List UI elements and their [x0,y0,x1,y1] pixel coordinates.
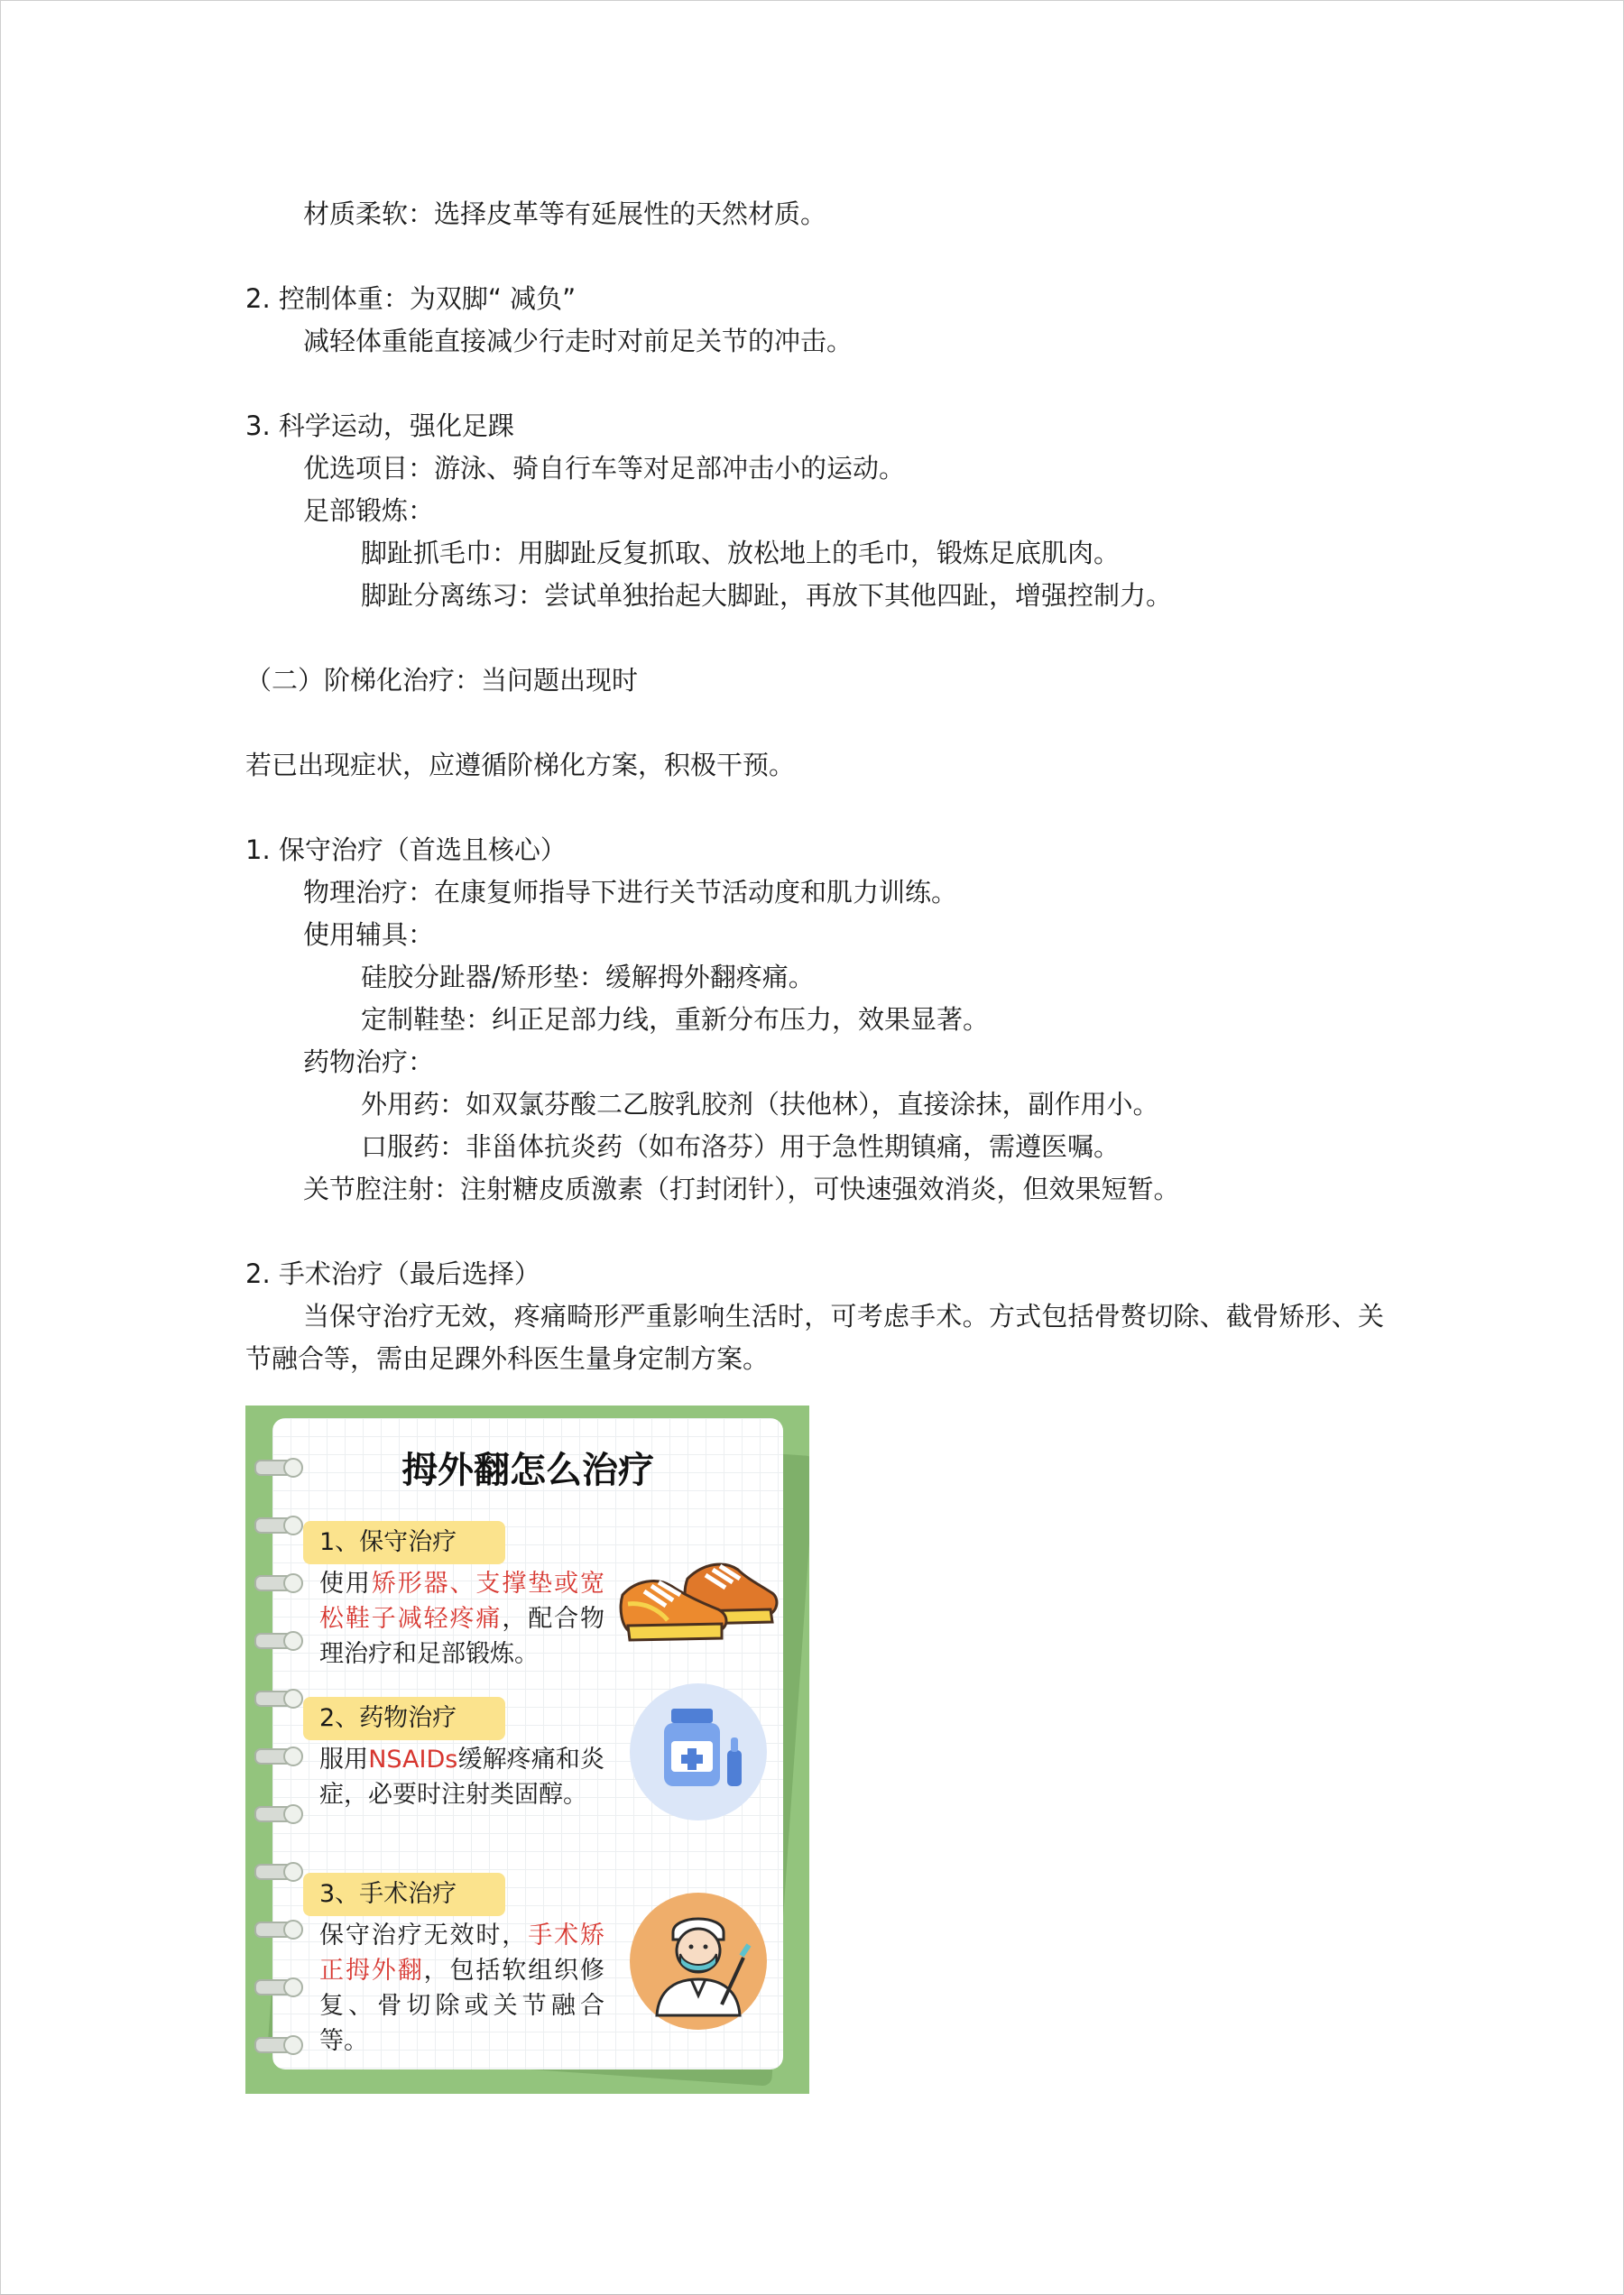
binder-ring [254,2037,298,2053]
text-line: 1. 保守治疗（首选且核心） [245,834,567,865]
section-tag-medication: 2、药物治疗 [303,1697,505,1740]
binder-ring [254,1633,298,1649]
binder-ring [254,1979,298,1995]
text-line: 减轻体重能直接减少行走时对前足关节的冲击。 [303,326,854,356]
surgery-paragraph: 当保守治疗无效，疼痛畸形严重影响生活时，可考虑手术。方式包括骨赘切除、截骨矫形、关节融合等，需由足踝外科医生量身定制方案。 [245,1301,1384,1374]
section-tag-surgery: 3、手术治疗 [303,1873,505,1916]
text-line: 脚趾分离练习：尝试单独抬起大脚趾，再放下其他四趾，增强控制力。 [361,580,1173,611]
blank-line [245,617,1382,659]
medicine-bottle-icon [628,1682,769,1822]
text-line: 3. 科学运动，强化足踝 [245,410,514,441]
text-line: 优选项目：游泳、骑自行车等对足部冲击小的运动。 [303,453,906,484]
sneaker-icon [617,1539,781,1647]
blank-line [245,1211,1382,1253]
text-line: 物理治疗：在康复师指导下进行关节活动度和肌力训练。 [303,877,958,908]
blank-line [245,235,1382,278]
binder-ring [254,1864,298,1880]
section-text-surgery: 保守治疗无效时，手术矫正拇外翻，包括软组织修复、骨切除或关节融合等。 [319,1922,605,2055]
surgeon-icon [628,1891,769,2032]
text-line: 足部锻炼： [303,495,435,526]
section-text-medication: 服用NSAIDs缓解疼痛和炎症，必要时注射类固醇。 [319,1746,605,1809]
binder-ring [254,1575,298,1591]
document-body [245,193,1382,1380]
text-line: 定制鞋垫：纠正足部力线，重新分布压力，效果显著。 [361,1004,990,1035]
infographic-title: 拇外翻怎么治疗 [401,1450,654,1491]
binder-ring [254,1806,298,1822]
blank-line [245,787,1382,829]
blank-line [245,363,1382,405]
text-line: 2. 控制体重：为双脚“ 减负” [245,283,577,314]
text-line: 若已出现症状，应遵循阶梯化方案，积极干预。 [245,750,796,780]
text-line: 脚趾抓毛巾：用脚趾反复抓取、放松地上的毛巾，锻炼足底肌肉。 [361,538,1121,568]
text-line: （二）阶梯化治疗：当问题出现时 [245,665,639,696]
infographic [245,1406,809,2094]
section-text-conservative: 使用矫形器、支撑垫或宽松鞋子减轻疼痛，配合物理治疗和足部锻炼。 [319,1570,605,1668]
binder-ring [254,1691,298,1707]
text-line: 材质柔软：选择皮革等有延展性的天然材质。 [303,198,827,229]
binder-ring [254,1748,298,1765]
text-line: 关节腔注射：注射糖皮质激素（打封闭针），可快速强效消炎，但效果短暂。 [303,1174,1180,1204]
blank-line [245,702,1382,744]
text-line: 使用辅具： [303,919,435,950]
binder-ring [254,1922,298,1938]
text-line: 口服药：非甾体抗炎药（如布洛芬）用于急性期镇痛，需遵医嘱。 [361,1131,1121,1162]
text-line: 2. 手术治疗（最后选择） [245,1258,540,1289]
text-line: 外用药：如双氯芬酸二乙胺乳胶剂（扶他林），直接涂抹，副作用小。 [361,1089,1159,1120]
text-line: 药物治疗： [303,1046,435,1077]
section-tag-conservative: 1、保守治疗 [303,1521,505,1564]
text-line: 硅胶分趾器/矫形垫：缓解拇外翻疼痛。 [361,962,815,992]
binder-ring [254,1517,298,1534]
